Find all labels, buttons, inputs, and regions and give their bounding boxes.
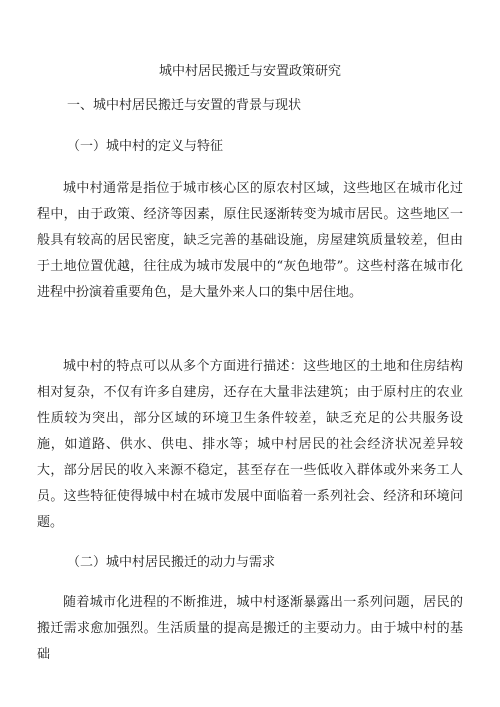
subsection-heading: （一）城中村的定义与特征: [67, 139, 224, 154]
body-paragraph: 城中村通常是指位于城市核心区的原农村区域，这些地区在城市化过程中，由于政策、经济等因素，原住民逐渐转变为城市居民。这些地区一般具有较高的居民密度，缺乏完善的基础设施，房屋建筑质量较差，但由于土地位置优越，往往成为城市发展中的“灰色地带”。这些村落在城市化进程中扮演着重要角色，是大量外来人口的集中居住地。: [37, 181, 463, 300]
document-title: 城中村居民搬迁与安置政策研究: [158, 64, 341, 79]
body-paragraph: 城中村的特点可以从多个方面进行描述：这些地区的土地和住房结构相对复杂，不仅有许多自建房，还存在大量非法建筑；由于原村庄的农业性质较为突出，部分区域的环境卫生条件较差，缺乏充足的公共服务设施，如道路、供水、供电、排水等；城中村居民的社会经济状况差异较大，部分居民的收入来源不稳定，甚至存在一些低收入群体或外来务工人员。这些特征使得城中村在城市发展中面临着一系列社会、经济和环境问题。: [37, 359, 463, 530]
subsection-heading: （二）城中村居民搬迁的动力与需求: [67, 555, 276, 570]
section-heading: 一、城中村居民搬迁与安置的背景与现状: [67, 98, 302, 113]
body-paragraph: 随着城市化进程的不断推进，城中村逐渐暴露出一系列问题，居民的搬迁需求愈加强烈。生活质量的提高是搬迁的主要动力。由于城中村的基础: [37, 595, 463, 662]
